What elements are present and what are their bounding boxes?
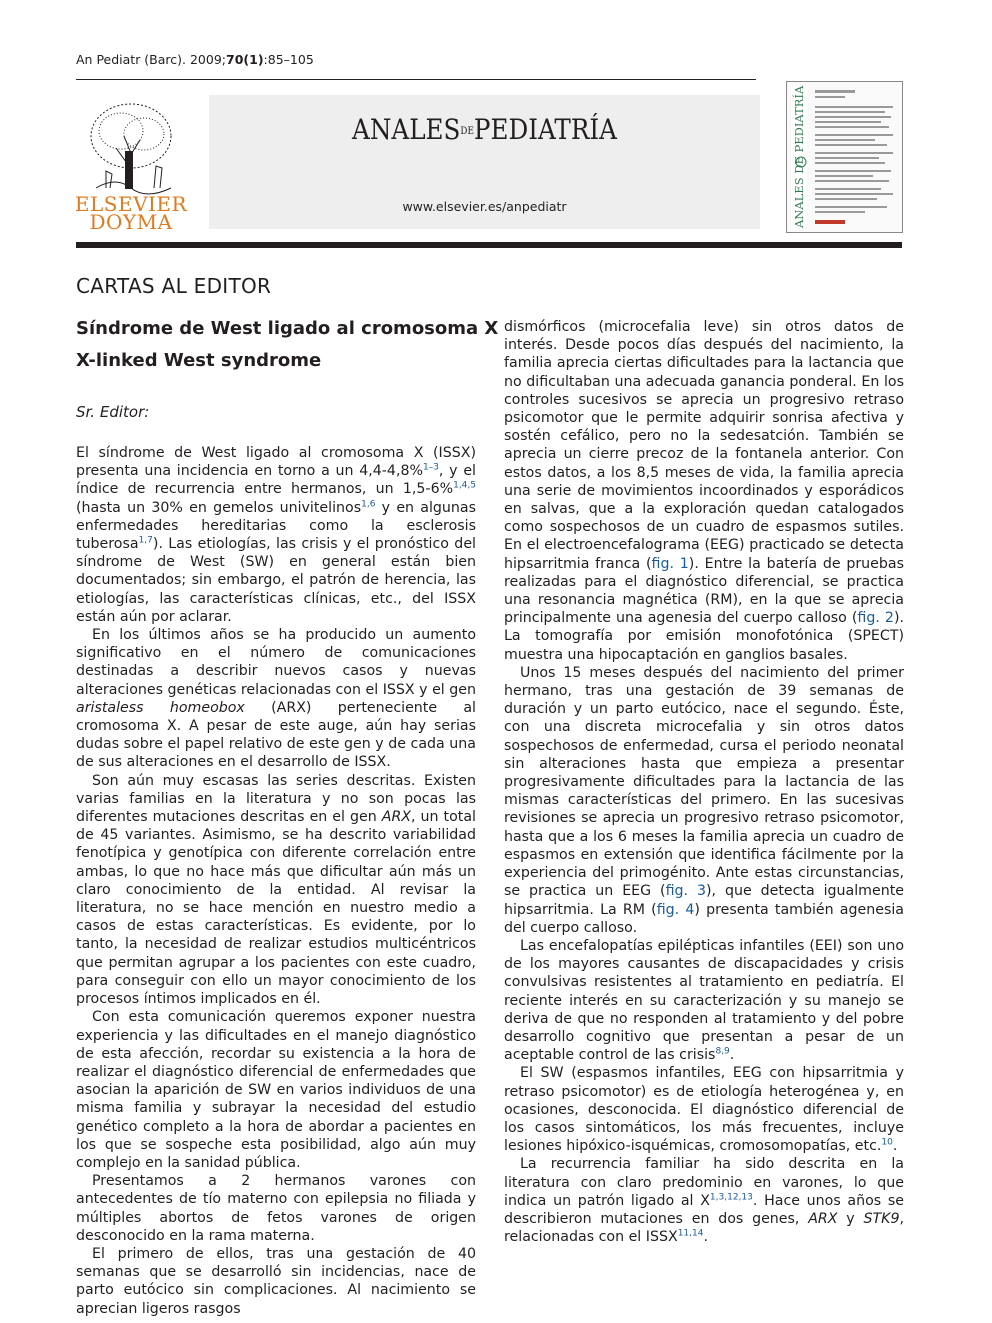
reference-link[interactable]: 1–3 xyxy=(422,462,439,473)
journal-title: ANALESDEPEDIATRÍA xyxy=(352,113,617,146)
publisher-name-elsevier: ELSEVIER xyxy=(74,192,188,216)
paragraph: El primero de ellos, tras una gestación de 40 semanas que se desarrolló sin incidencias, nace de parto eutócico sin complicaciones. Al nacimiento se aprecian ligeros rasgos xyxy=(76,1245,476,1317)
header-thick-rule xyxy=(76,242,902,248)
paragraph: En los últimos años se ha producido un aumento significativo en el número de comunicaciones destinadas a describir nuevos casos y nuevas alteraciones genéticas relacionadas con el ISSX y el gen aristaless homeobox (ARX) perteneciente al cromosoma X. A pesar de este auge, aún hay serias dudas sobre el papel relativo de este gen y de cada una de sus alteraciones en el desarrollo de ISSX. xyxy=(76,627,476,771)
figure-link[interactable]: fig. 4 xyxy=(656,901,695,918)
article-title-english: X-linked West syndrome xyxy=(76,350,322,371)
figure-link[interactable]: fig. 3 xyxy=(665,883,706,900)
paragraph: Presentamos a 2 hermanos varones con antecedentes de tío materno con epilepsia no filiada y múltiples abortos de fetos varones de origen desconocido en la rama materna. xyxy=(76,1173,476,1244)
paragraph: dismórficos (microcefalia leve) sin otros datos de interés. Desde pocos días después del nacimiento, la familia aprecia ciertas dificultades para la lactancia que no dificultaban una adecuada ganancia ponderal. En los controles sucesivos se aprecia un progresivo retraso psicomotor que le permite adquirir sonrisa afectiva y sostén cefálico, pero no la sedesatción. También se aprecia un cierre precoz de la fontanela anterior. Con estos datos, a los 8,5 meses de vida, la familia aprecia una serie de movimientos incoordinados y esporádicos en salvas, que a la exploración quedan catalogados como sospechosos de un cuadro de espasmos sutiles. En el electroencefalograma (EEG) practicado se detecta hipsarritmia franca (fig. 1). Entre la batería de pruebas realizadas para el diagnóstico diferencial, se practica una resonancia magnética (RM), en la que se aprecia principalmente una agenesia del cuerpo calloso (fig. 2). La tomografía por emisión monofotónica (SPECT) muestra una hipocaptación en ganglios basales. xyxy=(504,319,904,663)
journal-cover-thumbnail xyxy=(786,81,903,233)
journal-citation: An Pediatr (Barc). 2009;70(1):85–105 xyxy=(76,52,314,67)
figure-link[interactable]: fig. 2 xyxy=(857,610,894,627)
journal-masthead xyxy=(209,95,760,229)
journal-url-link[interactable]: www.elsevier.es/anpediatr xyxy=(402,199,567,214)
cover-title: ANALES DE PEDIATRÍA xyxy=(792,85,806,228)
paragraph: La recurrencia familiar ha sido descrita en la literatura con claro predominio en varones, lo que indica un patrón ligado al X$^{1,3,12,13}$. Hace unos años se describieron mutaciones en dos genes, ARX y STK9, relacionadas con el ISSX$^{11,14}$. xyxy=(504,1156,904,1246)
reference-link[interactable]: 1,3,12,13 xyxy=(709,1192,753,1203)
reference-link[interactable]: 11,14 xyxy=(677,1228,704,1239)
reference-link[interactable]: 1,7 xyxy=(138,535,153,546)
right-column xyxy=(504,318,904,1246)
salutation: Sr. Editor: xyxy=(76,403,150,421)
paragraph: El SW (espasmos infantiles, EEG con hipsarritmia y retraso psicomotor) es de etiología heterogénea y, en ocasiones, desconocida. El diagnóstico diferencial de los casos sintomáticos, los más frecuentes, incluye lesiones hipóxico-isquémicas, cromosomopatías, etc.$^{10}$. xyxy=(504,1065,904,1155)
reference-link[interactable]: 1,6 xyxy=(361,498,376,509)
figure-link[interactable]: fig. 1 xyxy=(651,555,689,572)
reference-link[interactable]: 1,4,5 xyxy=(453,480,476,491)
left-column xyxy=(76,444,476,1318)
paragraph: Unos 15 meses después del nacimiento del primer hermano, tras una gestación de 39 semanas de duración y un parto eutócico, nace el segundo. Éste, con una discreta microcefalia y sin otros datos sospechosos de enfermedad, cursa el periodo neonatal sin alteraciones hasta que empieza a presentar progresivamente dificultades para la lactancia de las mismas características del primero. En las sucesivas revisiones se aprecia un progresivo retraso psicomotor, hasta que a los 6 meses la familia aprecia un cuadro de espasmos en extensión que identifica fácilmente por la experiencia del primogénito. Ante estas circunstancias, se practica un EEG (fig. 3), que detecta igualmente hipsarritmia. La RM (fig. 4) presenta también agenesia del cuerpo calloso. xyxy=(504,664,904,936)
reference-link[interactable]: 8,9 xyxy=(715,1046,730,1057)
paragraph: Son aún muy escasas las series descritas. Existen varias familias en la literatura y no son pocas las diferentes mutaciones descritas en el gen ARX, un total de 45 variantes. Asimismo, se ha descrito variabilidad fenotípica y genotípica con diferente correlación entre ambas, lo que no hace más que dificultar aún más un claro conocimiento de la entidad. Al revisar la literatura, no se hace mención en nuestro medio a casos de estas características. Es evidente, por lo tanto, la necesidad de realizar estudios multicéntricos que permitan agrupar a los pacientes con este cuadro, para conseguir con ello un mayor conocimiento de los procesos íntimos implicados en él. xyxy=(76,772,476,1008)
paragraph: Con esta comunicación queremos exponer nuestra experiencia y las dificultades en el manejo diagnóstico de esta afección, recordar su existencia a la hora de realizar el diagnóstico diferencial de enfermedades que asocian la aparición de SW en varios individuos de una misma familia y subrayar la necesidad del estudio genético completo a la hora de abordar a pacientes en los que se sospeche esta posibilidad, algo aún muy complejo en la sanidad pública. xyxy=(76,1009,476,1171)
paragraph: Las encefalopatías epilépticas infantiles (EEI) son uno de los mayores causantes de discapacidades y crisis convulsivas resistentes al tratamiento en pediatría. El reciente interés en su caracterización y su manejo se deriva de que no responden al tratamiento y del pobre desarrollo cognitivo que presentan a pesar de un aceptable control de las crisis$^{8,9}$. xyxy=(504,937,904,1064)
publisher-name-doyma: DOYMA xyxy=(89,210,173,234)
paragraph: El síndrome de West ligado al cromosoma X (ISSX) presenta una incidencia en torno a un 4,4-4,8%$^{1-3}$, y el índice de recurrencia entre hermanos, un 1,5-6%$^{1,4,5}$ (hasta un 30% en gemelos univitelinos$^{1,6}$ y en algunas enfermedades hereditarias como la esclerosis tuberosa$^{1,7}$). Las etiologías, las crisis y el pronóstico del síndrome de West (SW) en general están bien documentados; sin embargo, el patrón de herencia, las etiologías, las características clínicas, etc., del ISSX están aún por aclarar. xyxy=(76,445,476,625)
section-label: CARTAS AL EDITOR xyxy=(76,274,272,298)
article-title-spanish: Síndrome de West ligado al cromosoma X xyxy=(76,318,499,339)
reference-link[interactable]: 10 xyxy=(881,1137,893,1148)
header-rule xyxy=(76,79,756,80)
